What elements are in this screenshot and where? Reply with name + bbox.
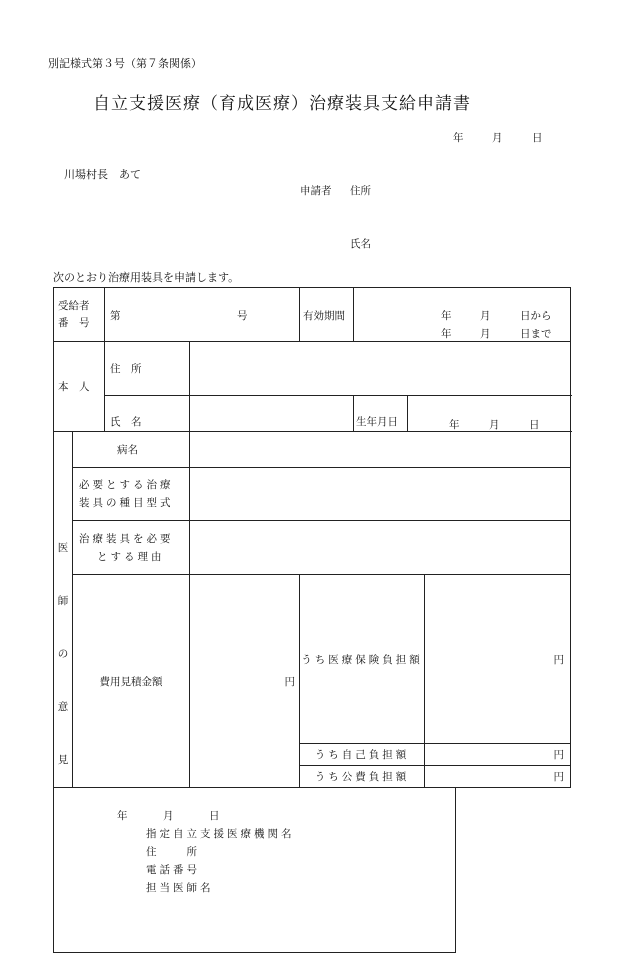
public-share-yen: 円 [553,771,565,783]
cost-label-cell [73,575,190,788]
validity-label: 有効期間 [303,310,346,322]
doctor-name-label: 担当医師名 [146,882,214,894]
doctor-col-char-1: 医 [57,542,69,554]
cost-label: 費用見積金額 [99,675,163,688]
recipient-number-label-cell [54,288,105,342]
from-month: 月 [480,310,491,322]
from-day: 日から [520,310,552,322]
person-label-cell [54,342,105,432]
until-day: 日まで [520,328,552,340]
doctor-col-char-2: 師 [57,595,69,607]
self-share-field[interactable] [425,744,571,766]
address-label-cell [105,342,190,396]
doctor-opinion-field[interactable] [54,788,456,953]
device-type-label-cell [73,468,190,521]
doctor-col-char-5: 見 [57,754,69,766]
applicant-address-label: 住所 [350,185,371,197]
addressee: 川場村長 あて [64,168,141,181]
device-type-line1: 必要とする治療 [79,479,174,491]
phone-label: 電話番号 [146,864,200,876]
from-year: 年 [441,310,452,322]
disease-field[interactable] [190,432,571,468]
insurance-share-field[interactable] [425,575,571,744]
disease-label-cell [73,432,190,468]
institution-label: 指定自立支援医療機関名 [146,828,295,840]
person-name-field[interactable] [190,396,354,432]
dai-label: 第 [110,310,121,322]
doctor-opinion-column [54,432,73,788]
application-form-table [53,287,571,953]
opinion-month: 月 [163,810,174,822]
birth-year: 年 [449,419,460,431]
name-label-cell [105,396,190,432]
institution-address-label: 住 所 [146,846,200,858]
form-number: 別記様式第３号（第７条関係） [48,57,202,70]
validity-period-field[interactable] [354,288,571,342]
self-share-yen: 円 [553,749,565,761]
address-label: 住 所 [110,363,142,375]
date-day-label: 日 [532,132,543,144]
doctor-col-char-3: の [57,648,69,660]
reason-label-cell [73,521,190,575]
birth-date-field[interactable] [408,396,571,432]
device-type-line2: 装具の種目型式 [79,497,174,509]
public-share-field[interactable] [425,766,571,788]
go-label: 号 [237,310,248,322]
public-share-label: うち公費負担額 [314,771,410,783]
public-share-label-cell [300,766,425,788]
recipient-number-field[interactable] [105,288,300,342]
opinion-day: 日 [209,810,220,822]
doctor-col-char-4: 意 [57,701,69,713]
device-type-field[interactable] [190,468,571,521]
date-year-label: 年 [453,132,464,144]
cost-total-yen: 円 [284,675,296,688]
until-month: 月 [480,328,491,340]
insurance-share-yen: 円 [553,653,565,666]
reason-line2: とする理由 [97,550,165,563]
name-label: 氏 名 [110,416,142,428]
person-address-field[interactable] [190,342,571,396]
date-month-label: 月 [492,132,503,144]
opinion-year: 年 [117,810,128,822]
applicant-label: 申請者 [300,185,332,197]
birth-label: 生年月日 [356,416,399,428]
disease-label: 病名 [117,444,138,456]
self-share-label: うち自己負担額 [314,749,410,761]
birth-month: 月 [489,419,500,431]
person-label: 本 人 [58,381,90,393]
birth-day: 日 [529,419,540,431]
reason-field[interactable] [190,521,571,575]
intro-text: 次のとおり治療用装具を申請します。 [53,271,240,284]
cost-total-field[interactable] [190,575,300,788]
insurance-share-label: うち医療保険負担額 [301,653,423,666]
reason-line1: 治療装具を必要 [79,532,174,545]
insurance-share-label-cell [300,575,425,744]
until-year: 年 [441,328,452,340]
page-title: 自立支援医療（育成医療）治療装具支給申請書 [93,94,471,114]
validity-label-cell [300,288,354,342]
birth-label-cell [354,396,408,432]
recipient-label-line2: 番 号 [58,316,90,329]
applicant-name-label: 氏名 [350,238,371,250]
recipient-label-line1: 受給者 [58,299,90,312]
self-share-label-cell [300,744,425,766]
